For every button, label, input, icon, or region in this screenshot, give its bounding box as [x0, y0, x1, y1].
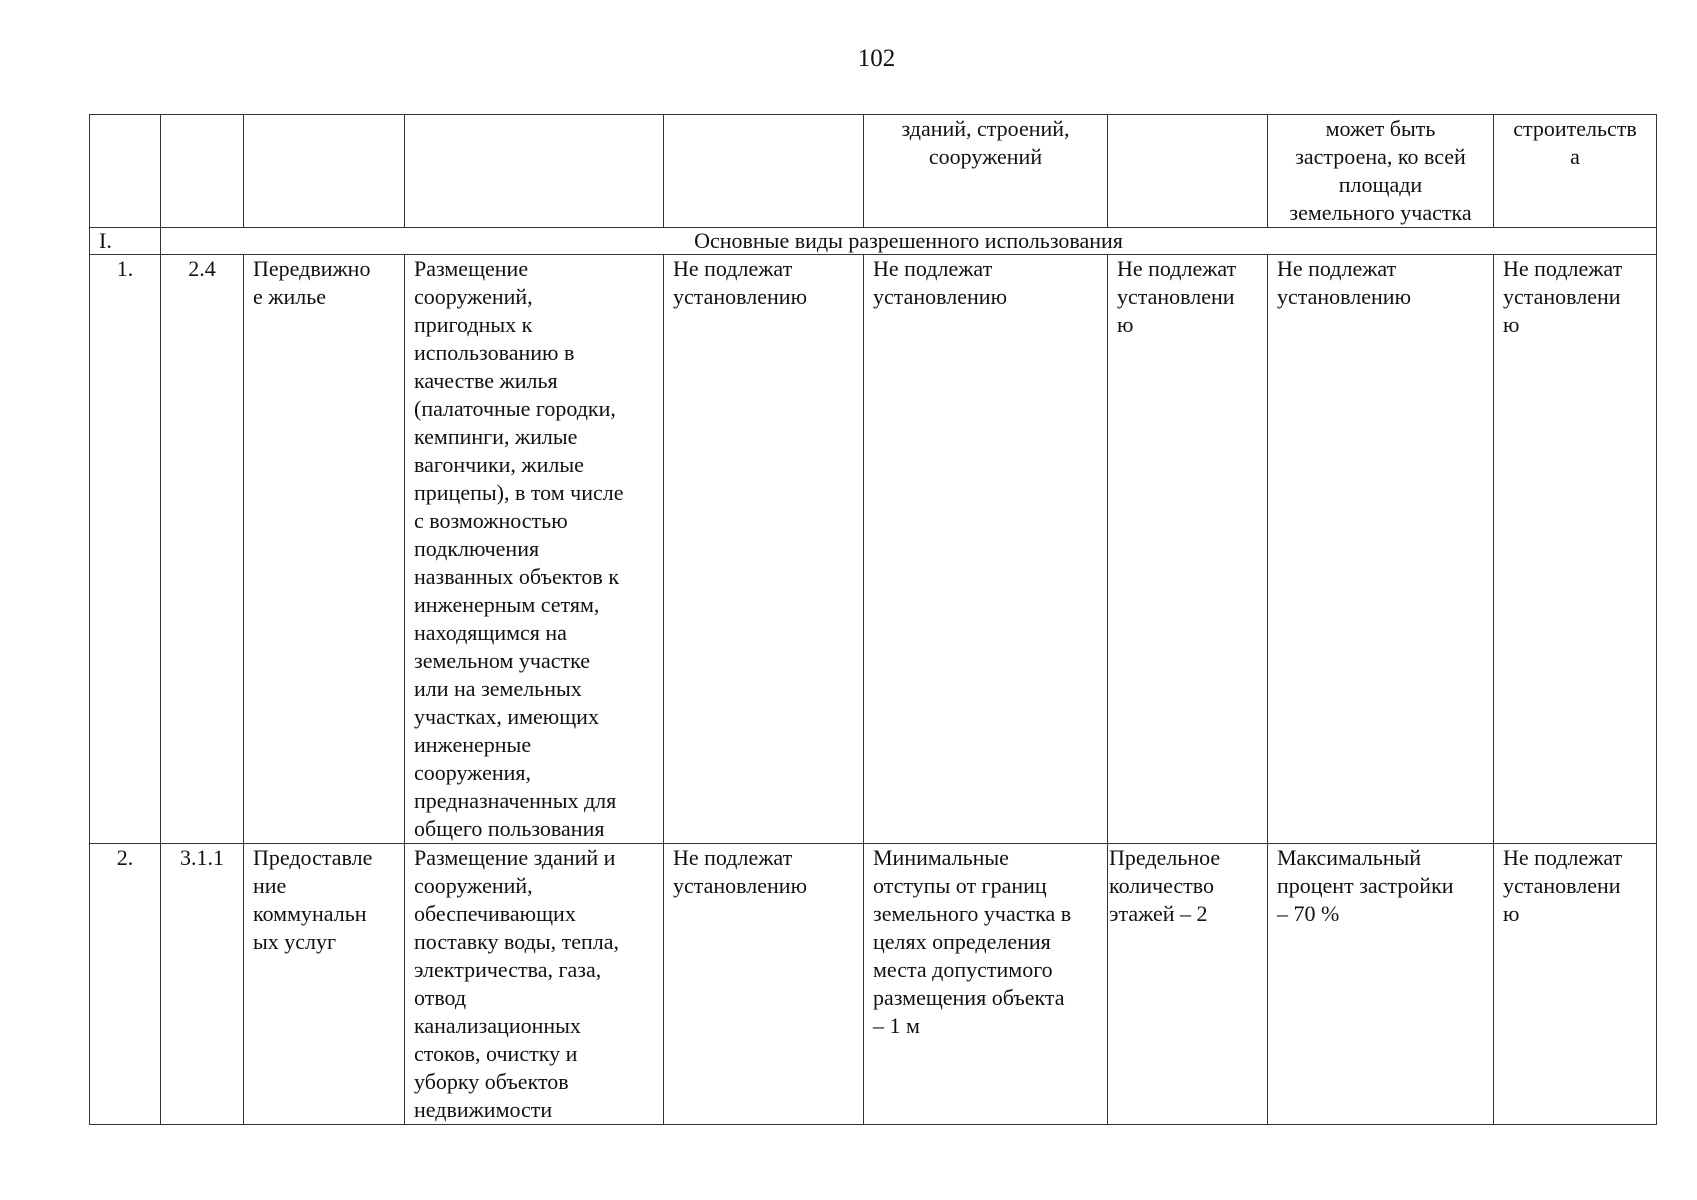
table-cell: может быть застроена, ко всей площади земельного участка — [1268, 115, 1494, 228]
table-cell — [664, 115, 864, 228]
section-row — [90, 228, 1657, 255]
table-cell — [161, 115, 244, 228]
row-number: 1. — [90, 255, 161, 844]
use-description: Размещение сооружений, пригодных к использованию в качестве жилья (палаточные городки, кемпинги, жилые вагончики, жилые прицепы), в том числе с возможностью подключения названных объектов к инженерным сетям, находящимся на земельном участке или на земельных участках, имеющих инженерные сооружения, предназначенных для общего пользования — [405, 255, 664, 844]
parameter-cell: Не подлежат установлению — [864, 255, 1108, 844]
row-number: 2. — [90, 844, 161, 1125]
table-cell — [244, 115, 405, 228]
use-description: Размещение зданий и сооружений, обеспечивающих поставку воды, тепла, электричества, газа, отвод канализационных стоков, очистку и уборку объектов недвижимости — [405, 844, 664, 1125]
use-name: Предоставле ние коммунальн ых услуг — [244, 844, 405, 1125]
table-cell — [1108, 115, 1268, 228]
parameter-cell: Не подлежат установлени ю — [1494, 844, 1657, 1125]
continuation-row — [90, 115, 1657, 228]
parameter-cell: Не подлежат установлению — [1268, 255, 1494, 844]
parameter-cell: Не подлежат установлени ю — [1108, 255, 1268, 844]
table-cell: строительств а — [1494, 115, 1657, 228]
table-cell — [405, 115, 664, 228]
use-name: Передвижно е жилье — [244, 255, 405, 844]
table-cell — [90, 115, 161, 228]
parameter-cell: Не подлежат установлени ю — [1494, 255, 1657, 844]
section-number: I. — [90, 228, 161, 255]
use-code: 3.1.1 — [161, 844, 244, 1125]
parameter-cell: Не подлежат установлению — [664, 844, 864, 1125]
section-title: Основные виды разрешенного использования — [161, 228, 1657, 255]
table-cell: зданий, строений, сооружений — [864, 115, 1108, 228]
table-row — [90, 255, 1657, 844]
page-number: 102 — [857, 45, 896, 72]
zoning-regulations-table — [89, 114, 1657, 1125]
parameter-cell: Минимальные отступы от границ земельного участка в целях определения места допустимого размещения объекта – 1 м — [864, 844, 1108, 1125]
table-row — [90, 844, 1657, 1125]
parameter-cell: Предельное количество этажей – 2 — [1108, 844, 1268, 1125]
parameter-cell: Не подлежат установлению — [664, 255, 864, 844]
use-code: 2.4 — [161, 255, 244, 844]
parameter-cell: Максимальный процент застройки – 70 % — [1268, 844, 1494, 1125]
